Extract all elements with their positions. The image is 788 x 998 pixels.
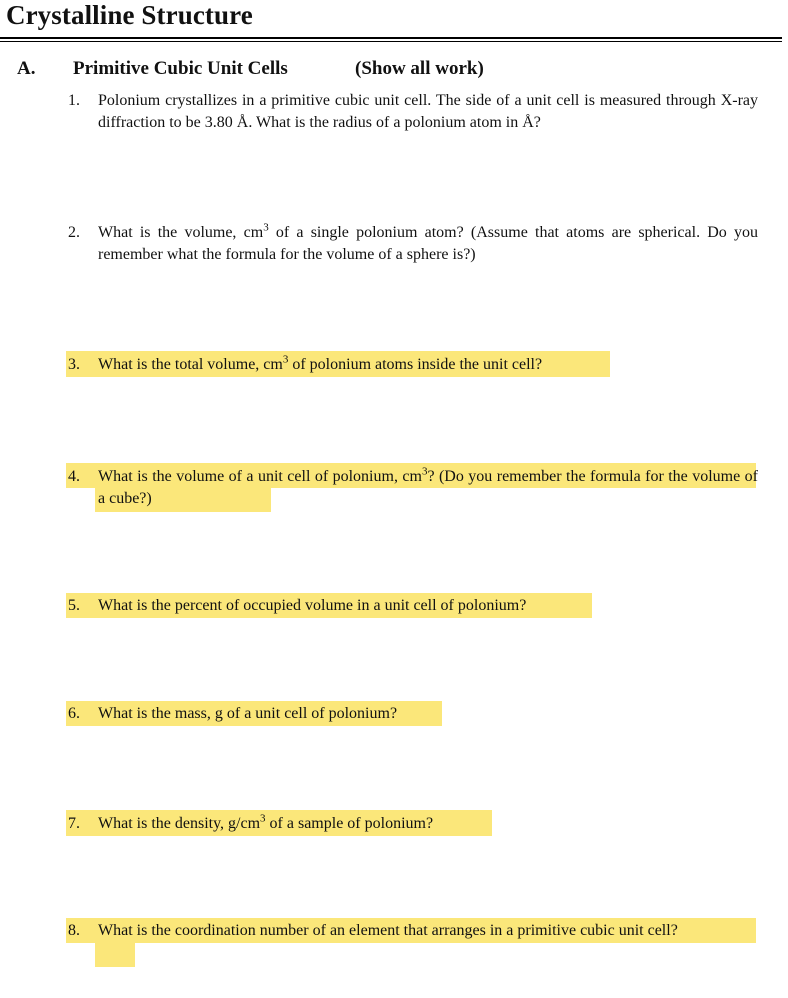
question-text: What is the coordination number of an element that arranges in a primitive cubic unit cell? [98, 922, 678, 939]
question-number: 6. [68, 705, 80, 722]
title-rule-thin [0, 41, 782, 42]
question-number: 1. [68, 92, 80, 109]
question-2 [68, 222, 758, 266]
section-note: (Show all work) [355, 58, 484, 79]
question-3 [68, 354, 758, 376]
question-4 [68, 466, 758, 510]
question-6 [68, 703, 758, 725]
question-number: 4. [68, 468, 80, 485]
question-number: 3. [68, 356, 80, 373]
question-number: 8. [68, 922, 80, 939]
question-text: What is the density, $g/cm^3$ of a sample of polonium? [98, 812, 434, 832]
question-number: 5. [68, 597, 80, 614]
question-5 [68, 595, 758, 617]
question-number: 7. [68, 815, 80, 832]
title-rule-thick [0, 37, 782, 39]
question-text: What is the mass, g of a unit cell of polonium? [98, 705, 398, 722]
question-text: What is the volume of a unit cell of polonium, $cm^3$? (Do you remember the formula for the volume of a cube?) [98, 465, 758, 507]
section-title: Primitive Cubic Unit Cells [73, 58, 288, 79]
question-7 [68, 813, 758, 835]
section-letter: A. [17, 58, 36, 79]
question-text: What is the total volume, $cm^3$ of polonium atoms inside the unit cell? [98, 353, 543, 373]
question-text: What is the volume, $cm^3$ of a single polonium atom? (Assume that atoms are spherical. Do you remember what the formula for the volume of a sphere is?) [98, 221, 759, 263]
question-number: 2. [68, 224, 80, 241]
question-text: What is the percent of occupied volume in a unit cell of polonium? [98, 597, 527, 614]
page-title: Crystalline Structure [6, 0, 253, 30]
question-text: Polonium crystallizes in a primitive cubic unit cell. The side of a unit cell is measured through X-ray diffraction to be 3.80 Å. What is the radius of a polonium atom in Å? [98, 92, 758, 131]
question-8 [68, 920, 758, 942]
highlight-mark [95, 943, 135, 967]
question-1 [68, 90, 758, 134]
